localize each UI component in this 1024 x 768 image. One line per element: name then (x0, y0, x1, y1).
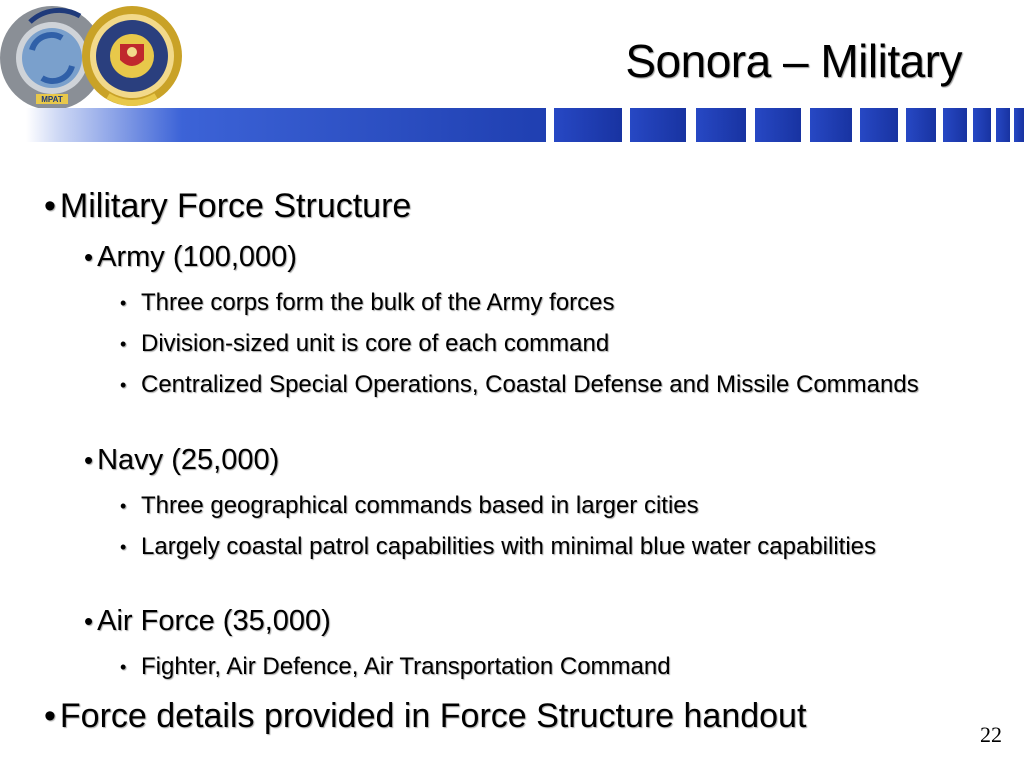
page-title: Sonora – Military (625, 35, 962, 87)
sub-bullet-army-3: • Centralized Special Operations, Coastal Defense and Missile Commands (120, 370, 941, 400)
bullet-navy: • Navy (25,000) (84, 444, 280, 476)
bullet-text: Air Force (35,000) (97, 605, 331, 637)
sub-bullet-navy-1: • Three geographical commands based in larger cities (120, 491, 941, 521)
bullet-text: Division-sized unit is core of each command (141, 330, 610, 357)
bullet-text: Three corps form the bulk of the Army forces (141, 289, 615, 316)
bullet-force-details: • Force details provided in Force Structure handout (44, 697, 807, 735)
bullet-text: Three geographical commands based in larger cities (141, 492, 699, 519)
bullet-text: Military Force Structure (59, 187, 412, 225)
sub-bullet-air-1: • Fighter, Air Defence, Air Transportation Command (120, 652, 941, 682)
bullet-text: Army (100,000) (97, 241, 297, 273)
bullet-text: Fighter, Air Defence, Air Transportation Command (141, 653, 671, 680)
sub-bullet-navy-2: • Largely coastal patrol capabilities with minimal blue water capabilities (120, 532, 941, 562)
sub-bullet-army-1: • Three corps form the bulk of the Army forces (120, 288, 941, 318)
bullet-text: Centralized Special Operations, Coastal Defense and Missile Commands (141, 371, 919, 398)
page-number: 22 (980, 722, 1002, 747)
bullet-military-force-structure: • Military Force Structure (44, 187, 412, 225)
sub-bullet-army-2: • Division-sized unit is core of each command (120, 329, 941, 359)
bullet-text: Navy (25,000) (97, 444, 280, 476)
bullet-text: Largely coastal patrol capabilities with minimal blue water capabilities (141, 533, 877, 560)
bullet-text: Force details provided in Force Structure handout (59, 697, 807, 735)
bullet-air-force: • Air Force (35,000) (84, 605, 331, 637)
mpat-label: MPAT (41, 95, 63, 104)
bullet-army: • Army (100,000) (84, 241, 297, 273)
